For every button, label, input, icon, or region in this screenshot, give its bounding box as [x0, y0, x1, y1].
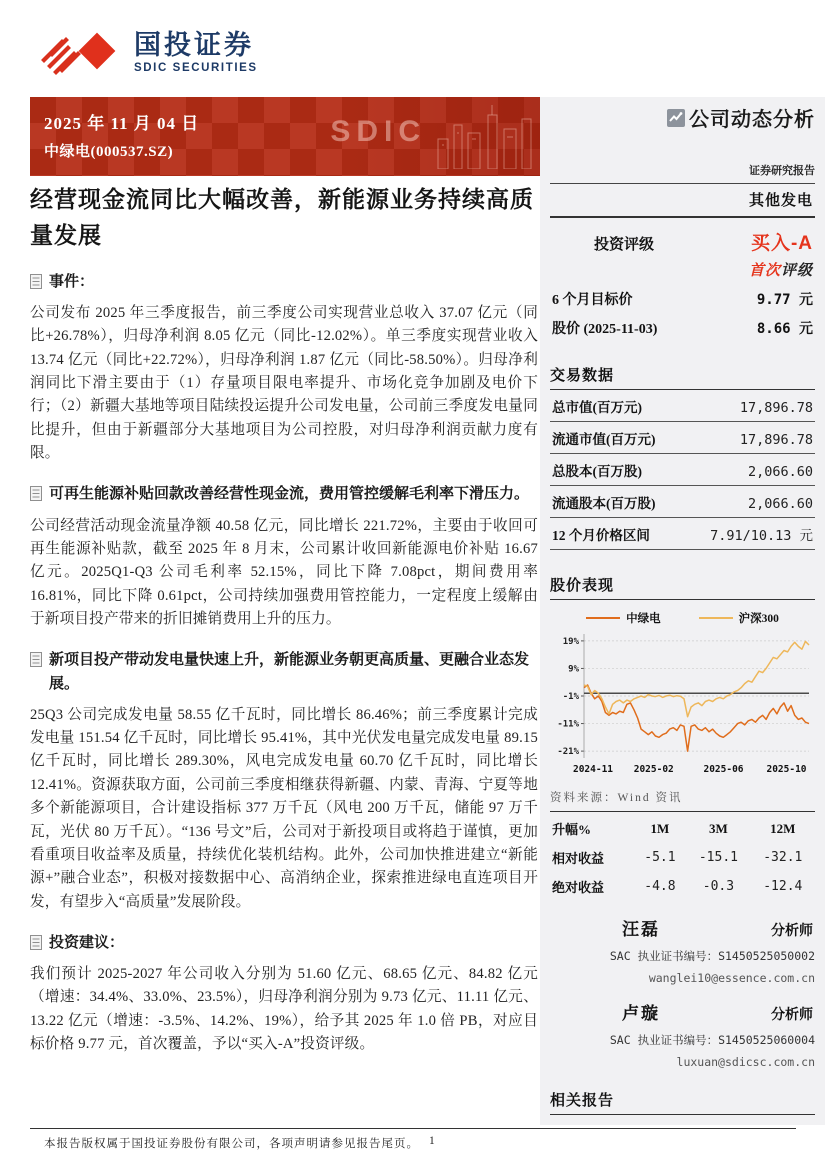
rating-note-first: 首次	[748, 263, 781, 279]
stock-name-code: 中绿电(000537.SZ)	[44, 144, 174, 160]
current-price-label: 股价 (2025-11-03)	[552, 322, 658, 337]
svg-text:-21%: -21%	[557, 747, 579, 758]
related-reports-header: 相关报告	[550, 1089, 815, 1115]
analyst-block	[550, 913, 815, 985]
trade-label: 流通股本(百万股)	[552, 496, 656, 511]
cell: -0.3	[702, 879, 735, 894]
svg-text:-1%: -1%	[562, 692, 579, 702]
analyst-sac-number: SAC 执业证书编号：S1450525050002	[609, 949, 815, 963]
section-paragraph: 公司发布 2025 年三季度报告，前三季度公司实现营业总收入 37.07 亿元（同比+26.78%），归母净利润 8.05 亿元（同比-12.02%）。单三季度实现营业收入 13.74 亿元（同比+22.72%），归母净利润 1.87 亿元（同比-58.50%）。归母净利润同比下滑主要由于（1）存量项目限电率提升、市场化竞争加剧及电价下行；（2）新疆大基地等项目陆续投运提升公司发电量，公司前三季度发电量同比提升，但由于新疆部分大基地项目为公司控股，对归母净利润贡献力度有限。	[30, 304, 538, 461]
trade-value: 7.91/10.13 元	[710, 528, 813, 544]
report-type-title	[550, 103, 815, 132]
banner-watermark: SDIC	[330, 115, 426, 148]
svg-text:19%: 19%	[562, 636, 579, 647]
price-chart	[550, 628, 815, 783]
table-row	[550, 390, 815, 422]
skyline-icon	[430, 105, 550, 169]
section-advice	[30, 932, 538, 1057]
cell: -32.1	[763, 850, 803, 865]
table-row	[550, 486, 815, 518]
table-row	[550, 843, 815, 872]
cell: -12.4	[763, 879, 803, 894]
analyst-block	[550, 997, 815, 1069]
target-price-value: 9.77 元	[756, 292, 813, 308]
price-performance-block	[550, 574, 815, 812]
document-icon	[30, 935, 42, 950]
legend-label: 中绿电	[626, 613, 661, 625]
current-price-value: 8.66 元	[756, 321, 813, 337]
target-price-label: 6 个月目标价	[552, 293, 633, 308]
analyst-row	[550, 913, 815, 942]
page-number: 1	[429, 1135, 436, 1147]
trade-value: 2,066.60	[747, 496, 813, 512]
analyst-title: 分析师	[771, 924, 813, 939]
trade-label: 总市值(百万元)	[552, 400, 642, 415]
section-heading-text: 可再生能源补贴回款改善经营性现金流，费用管控缓解毛利率下滑压力。	[49, 486, 530, 503]
col-header: 3M	[709, 820, 728, 836]
document-icon	[30, 486, 42, 501]
report-banner	[30, 97, 556, 176]
report-date: 2025 年 11 月 04 日	[44, 114, 200, 133]
price-chart-svg	[550, 628, 815, 778]
legend-item	[586, 610, 661, 626]
table-header-row	[550, 814, 815, 843]
report-body	[30, 182, 538, 1075]
cell: -5.1	[644, 850, 676, 865]
brand-name-en: SDIC SECURITIES	[134, 61, 258, 74]
analyst-name: 汪磊	[622, 920, 660, 939]
trade-value: 17,896.78	[739, 400, 813, 416]
section-paragraph: 公司经营活动现金流量净额 40.58 亿元，同比增长 221.72%，主要由于收回可再生能源补贴款，截至 2025 年 8 月末，公司累计收回新能源电价补贴 16.67 亿元。2025Q1-Q3 公司毛利率 52.15%，同比下降 7.08pct，期间费用率 16.81%，同比下降 0.61pct，公司持续加强费用管控能力，一定程度上缓解由于新项目投产带来的折旧摊销费用上升的压力。	[30, 517, 538, 627]
legend-item	[699, 610, 779, 626]
trading-data-header: 交易数据	[550, 364, 815, 390]
trade-value: 17,896.78	[739, 432, 813, 448]
analyst-email: wanglei10@essence.com.cn	[648, 971, 815, 985]
brand-logo	[40, 26, 258, 80]
rating-label: 投资评级	[594, 237, 655, 253]
trade-label: 12 个月价格区间	[552, 528, 650, 543]
data-source: 资料来源：Wind 资讯	[550, 783, 815, 812]
legend-swatch-index	[699, 617, 733, 619]
section-heading	[30, 271, 538, 294]
section-heading-text: 投资建议：	[49, 934, 125, 951]
target-price-row	[550, 289, 815, 309]
rating-value: 买入-A	[750, 233, 813, 254]
sdic-logo-icon	[40, 26, 122, 80]
rating-note	[550, 259, 815, 280]
related-reports-block	[550, 1089, 815, 1115]
trade-label: 总股本(百万股)	[552, 464, 642, 479]
section-heading	[30, 649, 538, 696]
trade-value: 2,066.60	[747, 464, 813, 480]
rating-row	[550, 228, 815, 255]
cell: -4.8	[644, 879, 676, 894]
section-heading-text: 事件：	[49, 273, 95, 290]
analyst-sac-number: SAC 执业证书编号：S1450525060004	[609, 1033, 815, 1047]
row-header: 相对收益	[552, 851, 605, 866]
svg-text:2025-02: 2025-02	[633, 764, 674, 775]
col-header: 12M	[770, 820, 796, 836]
section-event	[30, 271, 538, 466]
svg-text:9%: 9%	[568, 664, 579, 675]
analyst-email: luxuan@sdicsc.com.cn	[676, 1055, 815, 1069]
table-row	[550, 518, 815, 550]
document-icon	[30, 274, 42, 289]
current-price-row	[550, 318, 815, 338]
brand-name-cn: 国投证券	[134, 29, 254, 60]
section-cashflow	[30, 483, 538, 631]
price-performance-header: 股价表现	[550, 574, 815, 600]
report-title: 经营现金流同比大幅改善，新能源业务持续高质量发展	[30, 187, 534, 249]
svg-text:2024-11: 2024-11	[572, 764, 614, 775]
table-row	[550, 454, 815, 486]
col-header: 1M	[650, 820, 670, 836]
legend-swatch-stock	[586, 617, 620, 619]
section-heading	[30, 483, 538, 506]
report-tag: 证券研究报告	[550, 162, 815, 184]
rating-note-rest: 评级	[780, 263, 813, 279]
svg-text:2025-06: 2025-06	[703, 764, 744, 775]
trade-label: 流通市值(百万元)	[552, 432, 656, 447]
legend-label: 沪深300	[738, 613, 779, 625]
section-paragraph: 25Q3 公司完成发电量 58.55 亿千瓦时，同比增长 86.46%；前三季度累计完成发电量 151.54 亿千瓦时，同比增长 95.41%，其中光伏发电量完成发电量 89.15 亿千瓦时，同比增长 289.30%，风电完成发电量 60.70 亿千瓦时，同比增长 12.41%。资源获取方面，公司前三季度相继获得新疆、内蒙、青海、宁夏等地多个新能源项目，合计建设指标 377 万千瓦（风电 200 万千瓦，储能 97 万千瓦，光伏 80 万千瓦）。“136 号文”后，公司对于新投项目或将趋于谨慎，更加看重项目收益率及质量，持续优化装机结构。此外，公司加快推进建立“新能源+”融合业态”，积极对接数据中心、高消纳企业，探索推进绿电直连项目开发，有望步入“高质量”发展阶段。	[30, 706, 538, 910]
svg-text:-11%: -11%	[557, 719, 579, 730]
trading-data-block	[550, 364, 815, 550]
section-heading	[30, 932, 538, 955]
analyst-title: 分析师	[771, 1008, 813, 1023]
cell: -15.1	[698, 850, 738, 865]
sidebar	[540, 97, 825, 1125]
line-chart-icon	[667, 109, 685, 127]
return-table	[550, 814, 815, 901]
section-paragraph: 我们预计 2025-2027 年公司收入分别为 51.60 亿元、68.65 亿元、84.82 亿元（增速：34.4%、33.0%、23.5%），归母净利润分别为 9.73 亿元、11.11 亿元、13.22 亿元（增速：-3.5%、14.2%、19%），给予其 2025 年 1.0 倍 PB，对应目标价格 9.77 元，首次覆盖，予以“买入-A”投资评级。	[30, 966, 538, 1053]
copyright-text: 本报告版权属于国投证券股份有限公司，各项声明请参见报告尾页。	[44, 1138, 419, 1150]
report-type-text: 公司动态分析	[689, 109, 815, 131]
document-icon	[30, 652, 42, 667]
analyst-name: 卢璇	[622, 1004, 660, 1023]
industry-label: 其他发电	[550, 184, 815, 218]
analyst-row	[550, 997, 815, 1026]
chart-legend	[550, 610, 815, 626]
table-row	[550, 422, 815, 454]
section-generation	[30, 649, 538, 914]
page-footer	[30, 1128, 796, 1151]
section-heading-text: 新项目投产带动发电量快速上升，新能源业务朝更高质量、更融合业态发展。	[49, 652, 530, 692]
row-header: 绝对收益	[552, 880, 605, 895]
col-header: 升幅%	[552, 822, 592, 837]
svg-text:2025-10: 2025-10	[766, 764, 807, 775]
table-row	[550, 872, 815, 901]
